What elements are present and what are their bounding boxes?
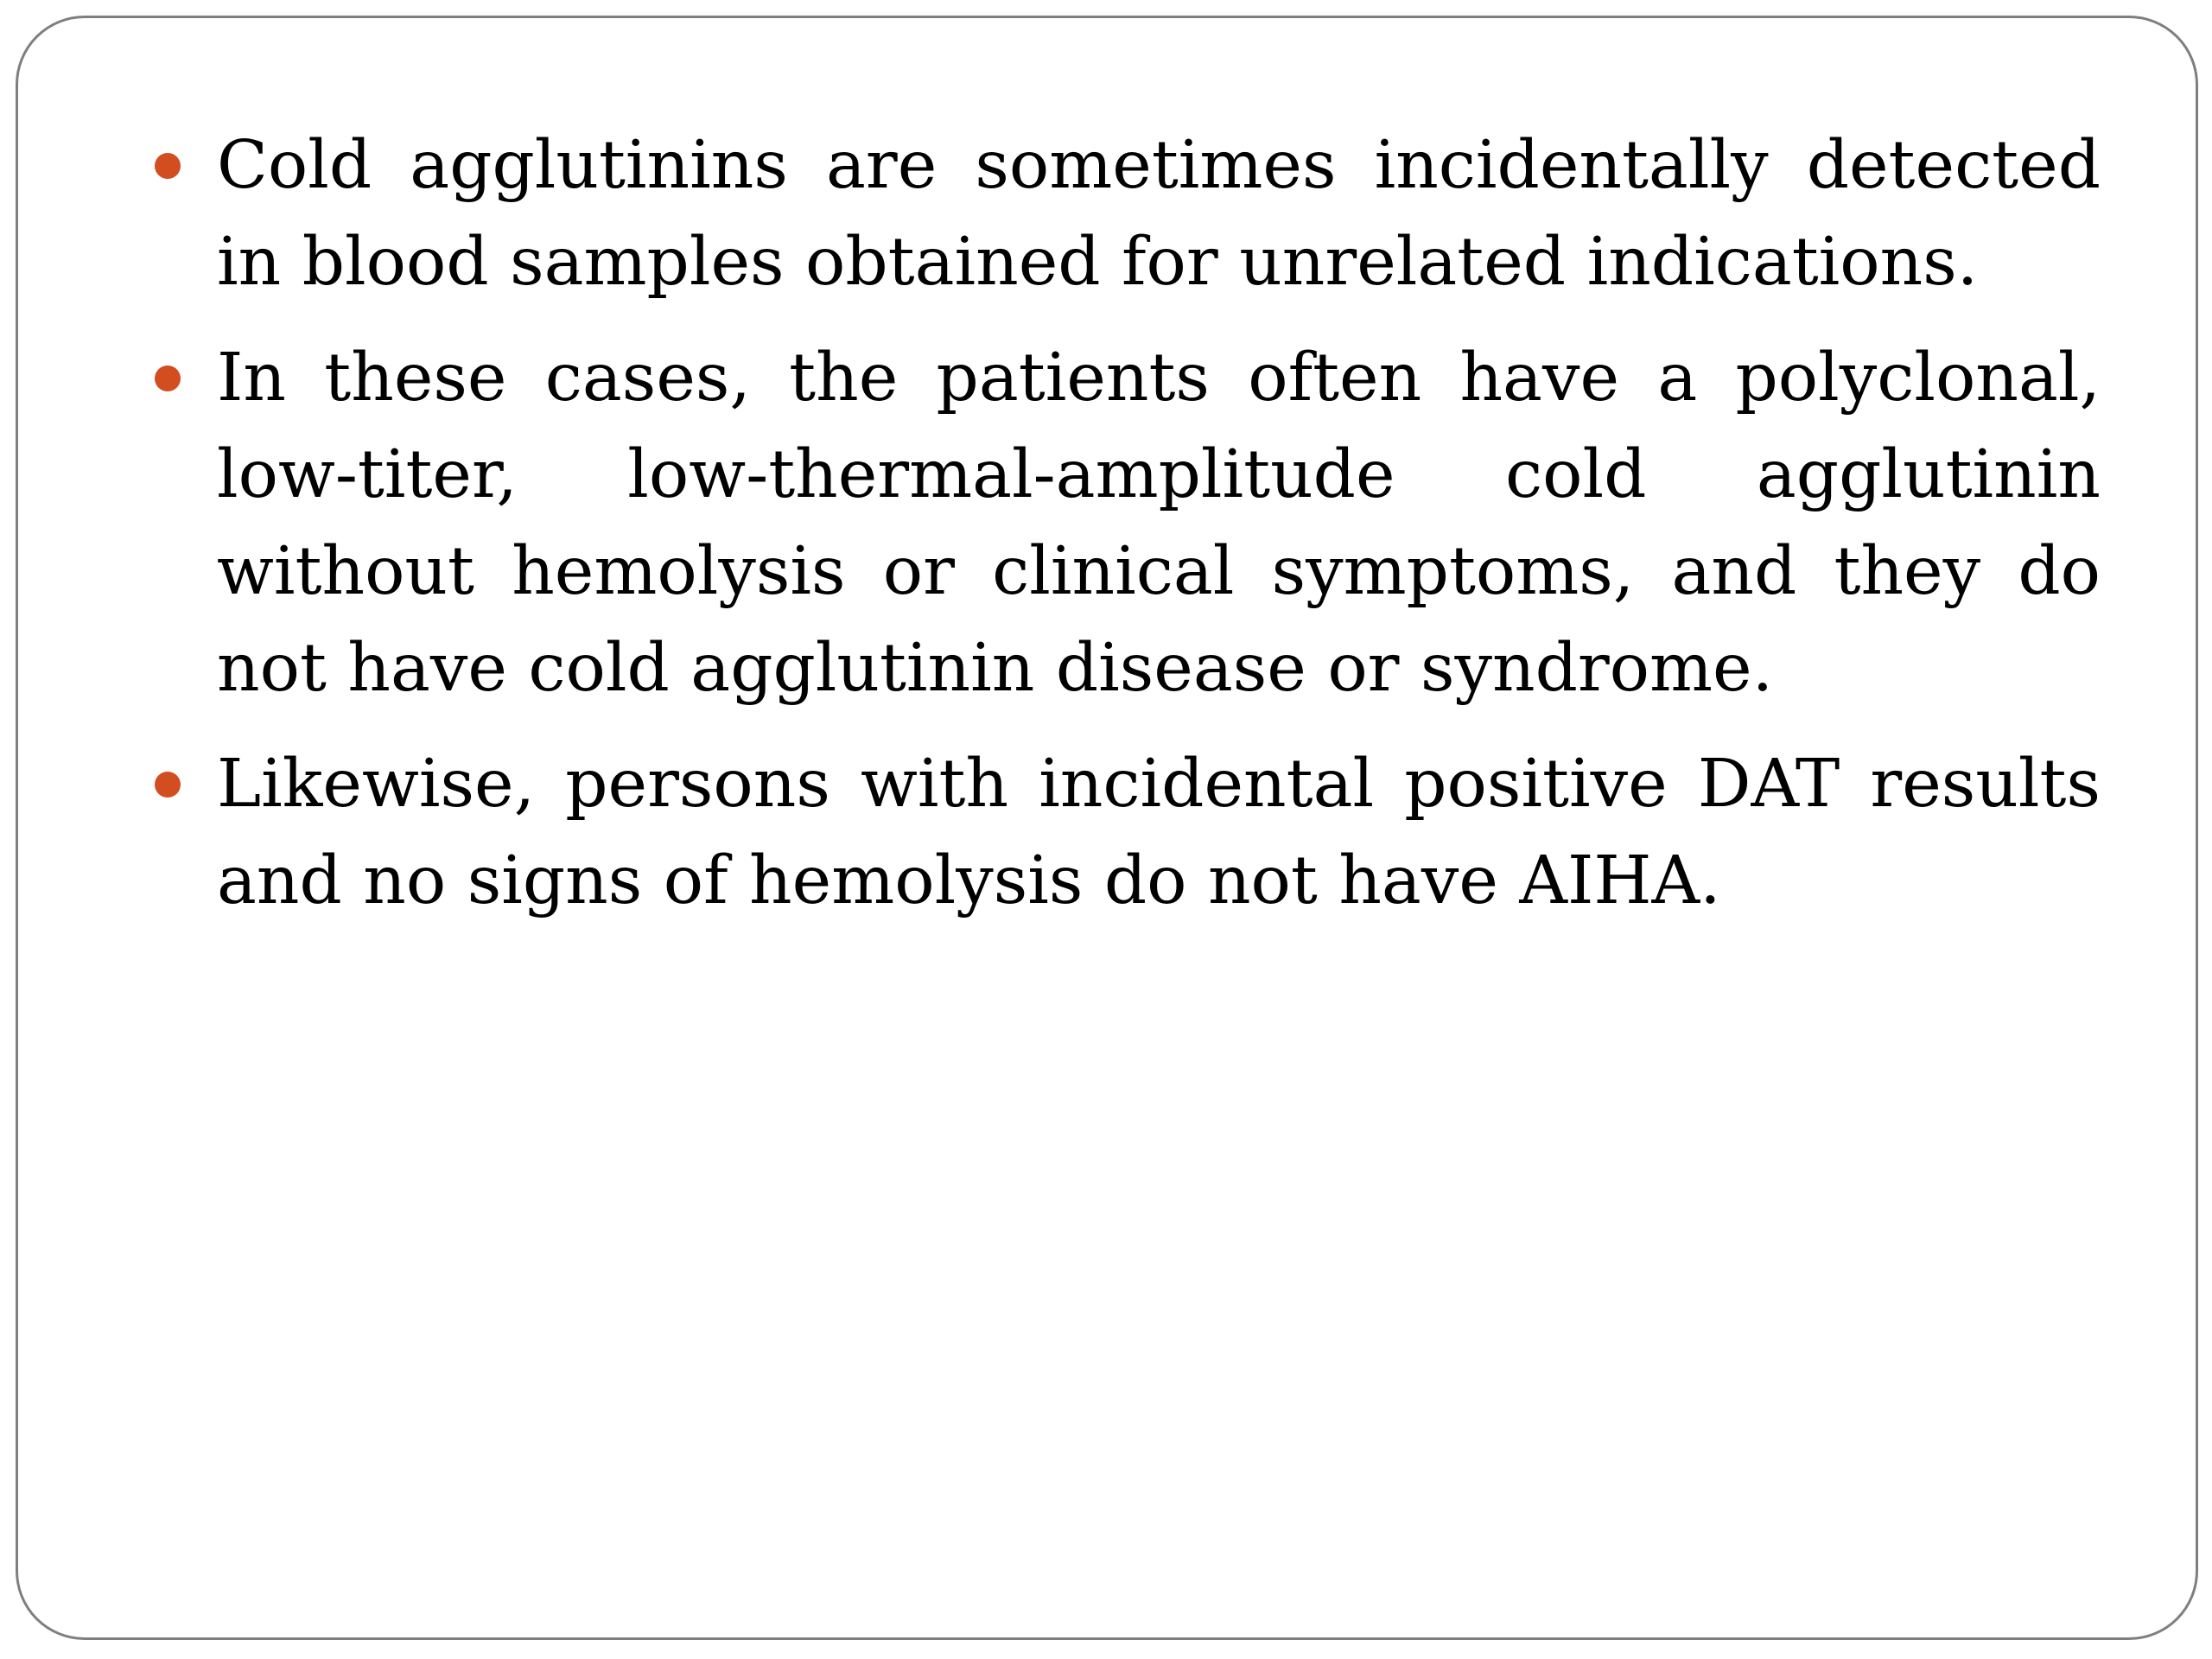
bullet-item-cold-agglutinins bbox=[217, 118, 2101, 311]
bullet-item-patients bbox=[217, 330, 2101, 717]
bullet-item-dat-results bbox=[217, 736, 2101, 930]
bullet-text: Likewise, persons with incidental positive DAT results and no signs of hemolysis do not have AIHA. bbox=[217, 746, 2101, 919]
bullet-text: In these cases, the patients often have a polyclonal, low-titer, low-thermal-amplitude cold agglutinin without hemolysis or clinical symptoms, and they do not have cold agglutinin disease or syndrome. bbox=[217, 340, 2101, 707]
bullet-text: Cold agglutinins are sometimes incidentally detected in blood samples obtained for unrelated indications. bbox=[217, 127, 2101, 301]
slide-frame bbox=[16, 16, 2198, 1640]
bullet-dot-icon bbox=[155, 772, 181, 798]
bullet-list bbox=[217, 118, 2101, 949]
bullet-dot-icon bbox=[155, 365, 181, 391]
bullet-dot-icon bbox=[155, 153, 181, 179]
